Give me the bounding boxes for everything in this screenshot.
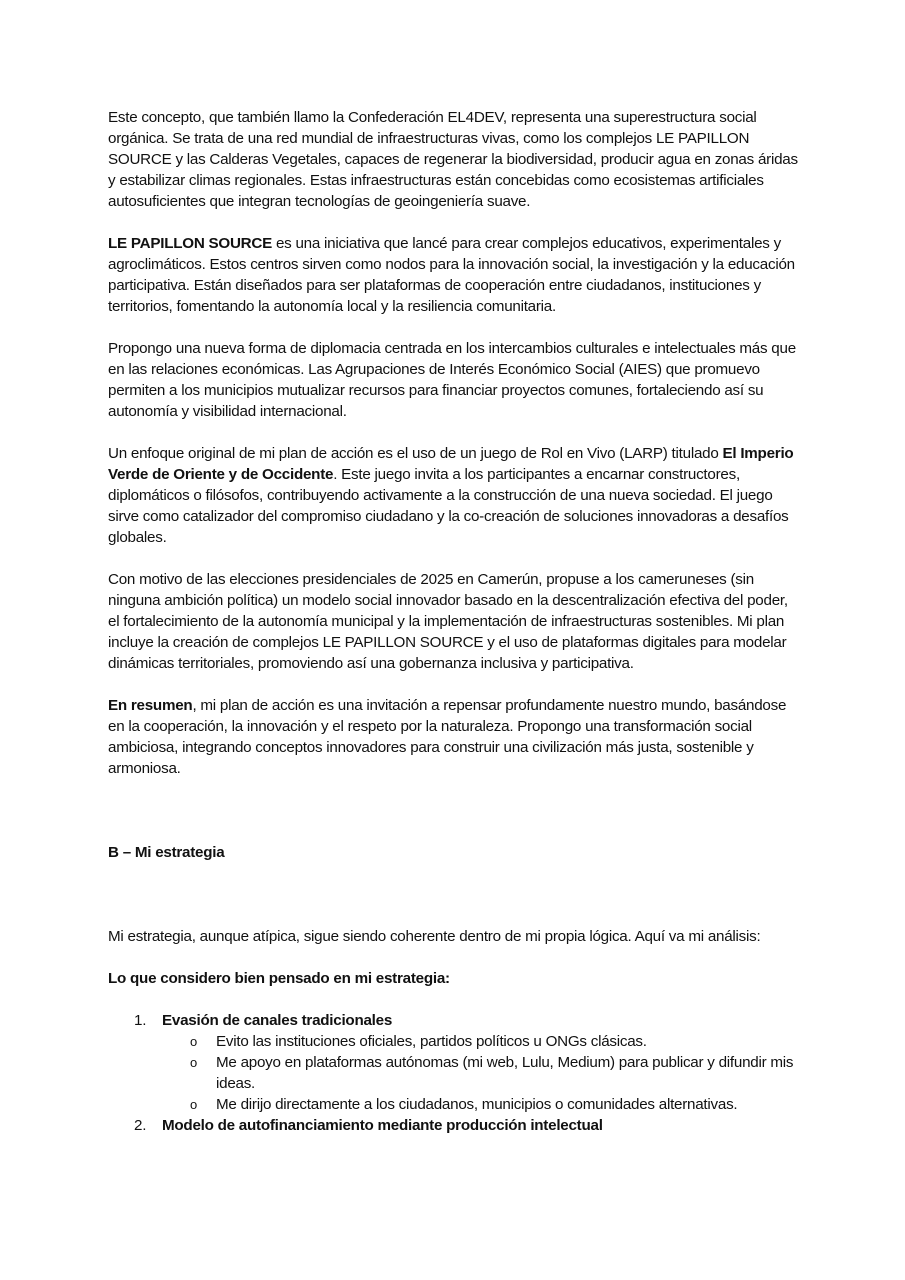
sub-list-item-text: Me apoyo en plataformas autónomas (mi web, Lulu, Medium) para publicar y difundir mis ideas. [216,1054,794,1092]
sub-list-item-text: Evito las instituciones oficiales, partidos políticos u ONGs clásicas. [216,1033,647,1050]
paragraph-summary [108,695,800,779]
paragraph-elections: Con motivo de las elecciones presidenciales de 2025 en Camerún, propuse a los cameruneses (sin ninguna ambición política) un modelo social innovador basado en la descentralización efectiva del poder, el fortalecimiento de la autonomía municipal y la implementación de infraestructuras sostenibles. Mi plan incluye la creación de complejos LE PAPILLON SOURCE y el uso de plataformas digitales para modelar dinámicas territoriales, promoviendo así una gobernanza inclusiva y participativa. [108,571,788,672]
list-number: 2. [134,1117,147,1134]
sub-list-item [162,1094,800,1115]
paragraph-papillon-source [108,233,800,317]
sub-list [162,1031,800,1115]
strategy-intro: Mi estrategia, aunque atípica, sigue siendo coherente dentro de mi propia lógica. Aquí va mi análisis: [108,928,761,945]
larp-title: El Imperio Verde de Oriente y de Occidente [108,445,794,483]
sub-list-item [162,1052,800,1094]
paragraph-diplomacy: Propongo una nueva forma de diplomacia centrada en los intercambios culturales e intelectuales más que en las relaciones económicas. Las Agrupaciones de Interés Económico Social (AIES) que promuevo permiten a los municipios mutualizar recursos para financiar proyectos comunes, fortaleciendo así su autonomía y visibilidad internacional. [108,340,796,420]
circle-bullet-icon: o [190,1034,197,1049]
strategy-list [108,1010,800,1136]
list-item [108,1115,800,1136]
paragraph-larp-rest: . Este juego invita a los participantes a encarnar constructores, diplomáticos o filósofos, contribuyendo activamente a la construcción de una nueva sociedad. El juego sirve como catalizador del compromiso ciudadano y la co-creación de soluciones innovadoras a desafíos globales. [108,466,789,546]
list-item-title: Modelo de autofinanciamiento mediante producción intelectual [162,1117,603,1134]
vertical-spacer [108,800,800,842]
paragraph-larp-start: Un enfoque original de mi plan de acción es el uso de un juego de Rol en Vivo (LARP) titulado [108,445,723,462]
sub-list-item [162,1031,800,1052]
document-page [108,107,800,1136]
circle-bullet-icon: o [190,1055,197,1070]
sub-list-item-text: Me dirijo directamente a los ciudadanos, municipios o comunidades alternativas. [216,1096,738,1113]
summary-lead: En resumen [108,697,193,714]
paragraph-larp [108,443,800,548]
strategy-subheading: Lo que considero bien pensado en mi estrategia: [108,970,450,987]
list-number: 1. [134,1012,147,1029]
section-heading: B – Mi estrategia [108,844,225,861]
paragraph-papillon-source-text: es una iniciativa que lancé para crear complejos educativos, experimentales y agroclimáticos. Estos centros sirven como nodos para la innovación social, la investigación y la educación participativa. Están diseñados para ser plataformas de cooperación entre ciudadanos, instituciones y territorios, fomentando la autonomía local y la resiliencia comunitaria. [108,235,795,315]
papillon-source-term: LE PAPILLON SOURCE [108,235,272,252]
list-item [108,1010,800,1115]
paragraph-confederation: Este concepto, que también llamo la Confederación EL4DEV, representa una superestructura social orgánica. Se trata de una red mundial de infraestructuras vivas, como los complejos LE PAPILLON SOURCE y las Calderas Vegetales, capaces de regenerar la biodiversidad, producir agua en zonas áridas y estabilizar climas regionales. Estas infraestructuras están concebidas como ecosistemas artificiales autosuficientes que integran tecnologías de geoingeniería suave. [108,109,798,210]
circle-bullet-icon: o [190,1097,197,1112]
list-item-title: Evasión de canales tradicionales [162,1012,393,1029]
paragraph-summary-text: , mi plan de acción es una invitación a repensar profundamente nuestro mundo, basándose en la cooperación, la innovación y el respeto por la naturaleza. Propongo una transformación social ambiciosa, integrando conceptos innovadores para construir una civilización más justa, sostenible y armoniosa. [108,697,787,777]
